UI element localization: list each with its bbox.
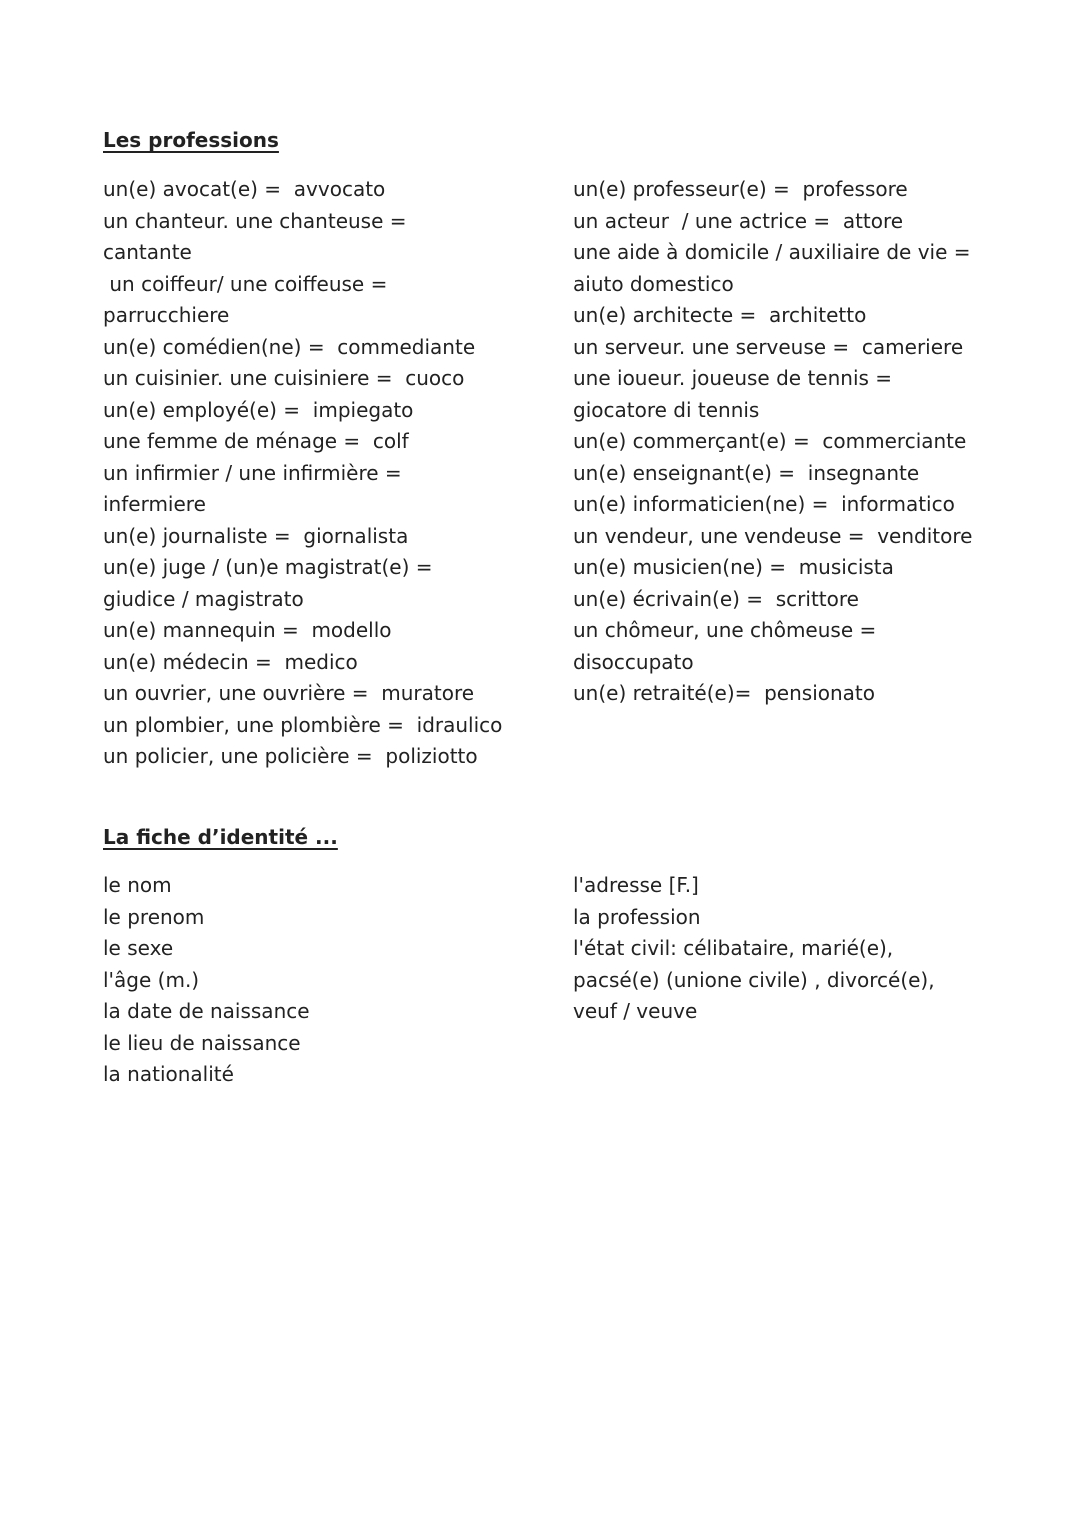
vocab-line: giudice / magistrato <box>103 586 304 611</box>
vocab-line: un(e) comédien(ne) = commediante <box>103 334 476 359</box>
vocab-line: une aide à domicile / auxiliaire de vie = <box>573 240 971 264</box>
professions-list-right <box>573 174 1023 710</box>
vocab-line: la nationalité <box>103 1062 234 1086</box>
vocab-line: veuf / veuve <box>573 999 698 1023</box>
vocab-line: un(e) médecin = medico <box>103 649 358 674</box>
vocab-line: un ouvrier, une ouvrière = muratore <box>103 681 475 705</box>
vocab-line: disoccupato <box>573 649 694 674</box>
identity-list-right <box>573 870 1023 1028</box>
vocab-line: l'adresse [F.] <box>573 873 699 897</box>
vocab-line: un plombier, une plombière = idraulico <box>103 712 503 737</box>
vocab-line: le prenom <box>103 904 205 929</box>
vocab-line: un(e) informaticien(ne) = informatico <box>573 492 955 516</box>
vocab-line: un chômeur, une chômeuse = <box>573 618 877 642</box>
vocab-line: infermiere <box>103 492 206 516</box>
vocab-line: aiuto domestico <box>573 271 734 296</box>
vocab-line: un acteur / une actrice = attore <box>573 208 904 233</box>
vocab-line: un(e) musicien(ne) = musicista <box>573 555 894 579</box>
vocab-line: l'âge (m.) <box>103 967 200 992</box>
professions-list-left <box>103 174 543 773</box>
vocab-line: la profession <box>573 904 701 929</box>
vocab-line: pacsé(e) (unione civile) , divorcé(e), <box>573 967 935 992</box>
vocab-line: un(e) employé(e) = impiegato <box>103 397 414 422</box>
vocab-line: un(e) enseignant(e) = insegnante <box>573 460 920 485</box>
vocab-line: un serveur. une serveuse = cameriere <box>573 334 964 359</box>
vocab-line: la date de naissance <box>103 999 310 1023</box>
vocab-line: un(e) juge / (un)e magistrat(e) = <box>103 555 433 579</box>
vocab-line: un policier, une policière = poliziotto <box>103 744 478 768</box>
vocab-line: un(e) retraité(e)= pensionato <box>573 681 876 705</box>
vocab-line: un infirmier / une infirmière = <box>103 460 402 485</box>
vocab-line: le nom <box>103 873 172 897</box>
vocab-line: un(e) professeur(e) = professore <box>573 177 908 201</box>
vocab-line: un cuisinier. une cuisiniere = cuoco <box>103 366 465 390</box>
vocab-line: un vendeur, une vendeuse = venditore <box>573 523 973 548</box>
vocab-line: giocatore di tennis <box>573 397 760 422</box>
vocab-line: un chanteur. une chanteuse = <box>103 208 407 233</box>
vocab-line: un(e) avocat(e) = avvocato <box>103 177 386 201</box>
vocab-line: un(e) journaliste = giornalista <box>103 523 409 548</box>
identity-list-left <box>103 870 543 1091</box>
vocab-line: une ioueur. joueuse de tennis = <box>573 366 893 390</box>
vocab-line: un(e) mannequin = modello <box>103 618 392 642</box>
vocab-line: un(e) architecte = architetto <box>573 303 867 327</box>
vocab-line: un(e) écrivain(e) = scrittore <box>573 586 859 611</box>
vocab-line: un coiffeur/ une coiffeuse = <box>103 271 388 296</box>
vocab-line: le sexe <box>103 936 174 960</box>
vocab-line: l'état civil: célibataire, marié(e), <box>573 936 894 960</box>
vocab-line: un(e) commerçant(e) = commerciante <box>573 429 967 453</box>
vocab-line: parrucchiere <box>103 303 230 327</box>
vocab-line: le lieu de naissance <box>103 1030 301 1055</box>
vocab-line: cantante <box>103 240 192 264</box>
professions-heading: Les professions <box>103 128 279 152</box>
identity-heading: La fiche d’identité ... <box>103 825 338 849</box>
vocab-line: une femme de ménage = colf <box>103 429 409 453</box>
